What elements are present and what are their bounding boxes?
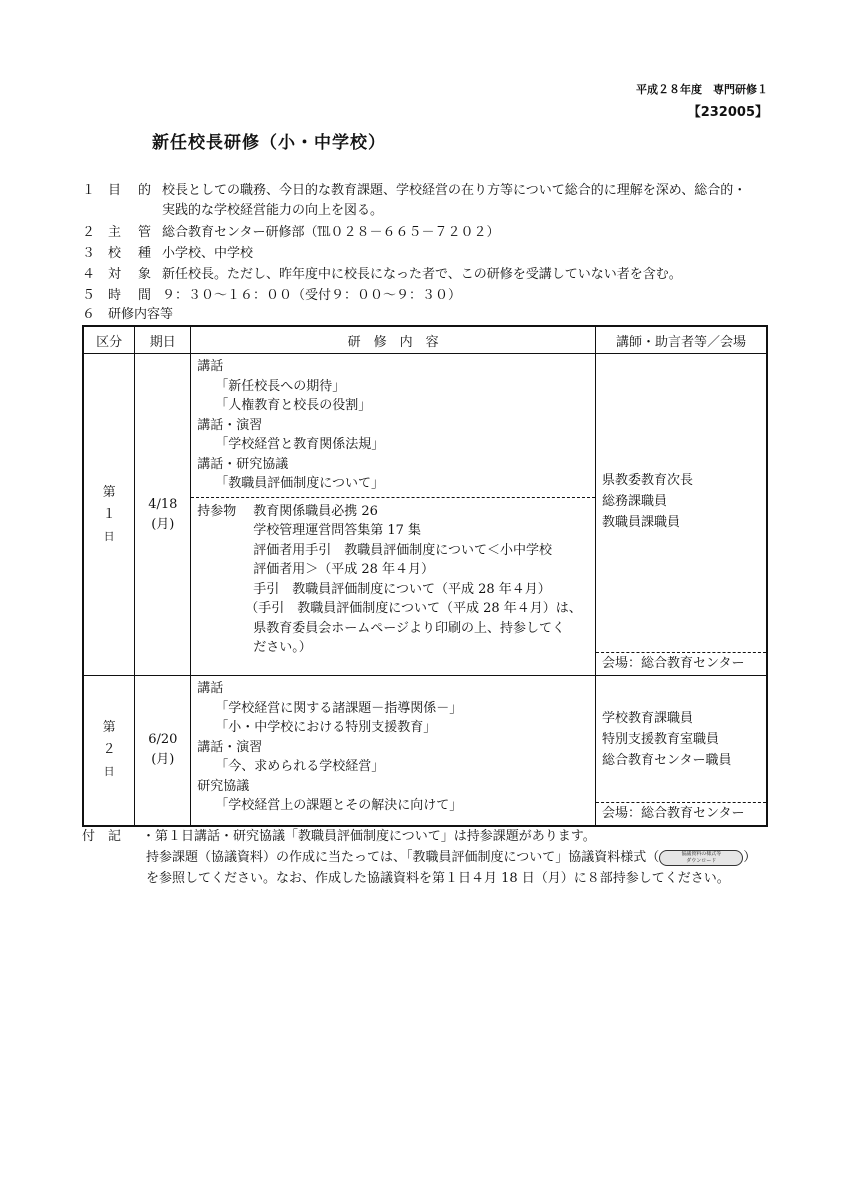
notes-line3: を参照してください。なお、作成した協議資料を第１日４月 18 日（月）に８部持参してください。	[146, 871, 730, 886]
notes-section	[82, 826, 782, 889]
date-weekday: (月)	[151, 752, 175, 768]
instructor-item: 特別支援教育室職員	[602, 732, 720, 747]
info-num: ３	[82, 246, 96, 261]
day1-venue: 会場：総合教育センター	[596, 652, 766, 675]
program-topic: 「新任校長への期待」	[215, 378, 346, 394]
fiscal-year-label: 平成２８年度 専門研修１	[636, 83, 768, 96]
bring-items	[197, 502, 589, 658]
info-value: 小学校、中学校	[162, 246, 254, 261]
info-num: ４	[82, 267, 96, 282]
program-type: 研究協議	[197, 778, 250, 794]
date-weekday: (月)	[151, 516, 175, 532]
instructor-item: 県教委教育次長	[602, 473, 694, 488]
header-kubun: 区分	[83, 326, 135, 354]
program-topic: 「学校経営と教育関係法規」	[215, 437, 385, 452]
info-item-organizer	[82, 223, 782, 243]
day2-instructors	[596, 676, 767, 826]
program-topic: 「小・中学校における特別支援教育」	[215, 720, 437, 735]
info-num: ２	[82, 225, 96, 240]
instructor-item: 学校教育課職員	[602, 711, 694, 726]
day-char: １	[102, 506, 116, 522]
program-type: 講話	[197, 681, 224, 696]
notes-line1: ・第１日講話・研究協議「教職員評価制度について」は持参課題があります。	[142, 829, 596, 844]
program-type: 講話・演習	[197, 417, 263, 433]
table-header-row	[83, 326, 767, 354]
info-value-cont: 実践的な学校経営能力の向上を図る。	[162, 203, 384, 218]
info-label: 目 的	[108, 183, 154, 198]
schedule-table	[82, 325, 768, 827]
instructor-item: 教職員課職員	[602, 515, 681, 530]
day1-content	[191, 354, 596, 676]
button-text: 協議資料の様式等	[681, 850, 722, 857]
day1-program	[191, 354, 595, 497]
program-type: 講話・演習	[197, 739, 263, 755]
day1-bring	[191, 497, 595, 661]
course-code: 【232005】	[687, 105, 768, 120]
program-type: 講話	[197, 359, 224, 374]
bring-item: ださい。）	[253, 640, 312, 655]
day-char: ２	[102, 742, 116, 758]
bring-item: 評価者用＞（平成 28 年４月）	[253, 562, 435, 577]
day1-instructor-list	[596, 470, 699, 533]
info-label: 対 象	[108, 267, 154, 282]
day-char: 第	[102, 720, 116, 736]
info-value: ９：３０～１６：００（受付９：００～９：３０）	[162, 288, 462, 303]
notes-label: 付 記	[82, 829, 122, 844]
info-item-school-type	[82, 244, 782, 264]
instructor-item: 総務課職員	[602, 494, 668, 509]
header-instructor: 講師・助言者等／会場	[596, 326, 767, 354]
info-value: 校長としての職務、今日的な教育課題、学校経営の在り方等について総合的に理解を深め、総合的・	[162, 183, 747, 198]
day1-label	[83, 354, 135, 676]
info-value: 新任校長。ただし、昨年度中に校長になった者で、この研修を受講していない者を含む。	[162, 267, 682, 282]
program-topic: 「教職員評価制度について」	[215, 476, 384, 491]
notes-line2: 持参課題（協議資料）の作成に当たっては、「教職員評価制度について」協議資料様式（	[146, 850, 660, 865]
date-value: 6/20	[148, 732, 178, 748]
program-topic: 「学校経営上の課題とその解決に向けて」	[215, 798, 463, 813]
date-value: 4/18	[148, 496, 178, 512]
header-date: 期日	[135, 326, 191, 354]
page-title: 新任校長研修（小・中学校）	[152, 133, 386, 153]
info-value: 総合教育センター研修部（℡０２８－６６５－７２０２）	[162, 225, 500, 240]
bring-item: 手引 教職員評価制度について（平成 28 年４月）	[253, 581, 551, 597]
info-num: ５	[82, 288, 96, 303]
info-label: 時 間	[108, 288, 154, 303]
program-topic: 「学校経営に関する諸課題－指導関係－」	[215, 700, 463, 716]
table-row-day2	[83, 676, 767, 826]
info-label: 校 種	[108, 246, 154, 261]
button-text: ダウンロード	[686, 857, 717, 864]
bring-item: （手引 教職員評価制度について（平成 28 年４月）は、	[245, 601, 582, 616]
day2-label	[83, 676, 135, 826]
notes-line2-end: ）	[743, 850, 757, 865]
day2-date	[135, 676, 191, 826]
program-type: 講話・研究協議	[197, 456, 289, 472]
info-item-time	[82, 286, 782, 306]
day-char: 日	[103, 765, 115, 779]
day1-date	[135, 354, 191, 676]
info-item-target	[82, 265, 782, 285]
table-row-day1	[83, 354, 767, 676]
day-char: 日	[103, 529, 115, 543]
day-char: 第	[102, 484, 116, 500]
info-num: １	[82, 183, 96, 198]
info-label: 主 管	[108, 225, 154, 240]
program-topic: 「今、求められる学校経営」	[215, 759, 385, 774]
bring-item: 評価者用手引 教職員評価制度について＜小中学校	[253, 542, 552, 558]
day2-content	[191, 676, 596, 826]
header-content: 研 修 内 容	[191, 326, 596, 354]
bring-item: 教育関係職員必携 26	[253, 503, 378, 519]
day1-instructors	[596, 354, 767, 676]
bring-item: 学校管理運営問答集第 17 集	[253, 523, 422, 538]
bring-label: 持参物	[197, 503, 237, 519]
download-form-button[interactable]	[659, 850, 743, 866]
section-6-heading: ６ 研修内容等	[82, 307, 174, 322]
program-topic: 「人権教育と校長の役割」	[215, 398, 372, 413]
day2-instructor-list	[596, 708, 737, 771]
day2-program	[191, 676, 595, 819]
bring-item: 県教育委員会ホームページより印刷の上、持参してく	[253, 620, 565, 636]
info-item-purpose	[82, 181, 782, 221]
day2-venue: 会場：総合教育センター	[596, 802, 766, 825]
instructor-item: 総合教育センター職員	[602, 753, 732, 768]
